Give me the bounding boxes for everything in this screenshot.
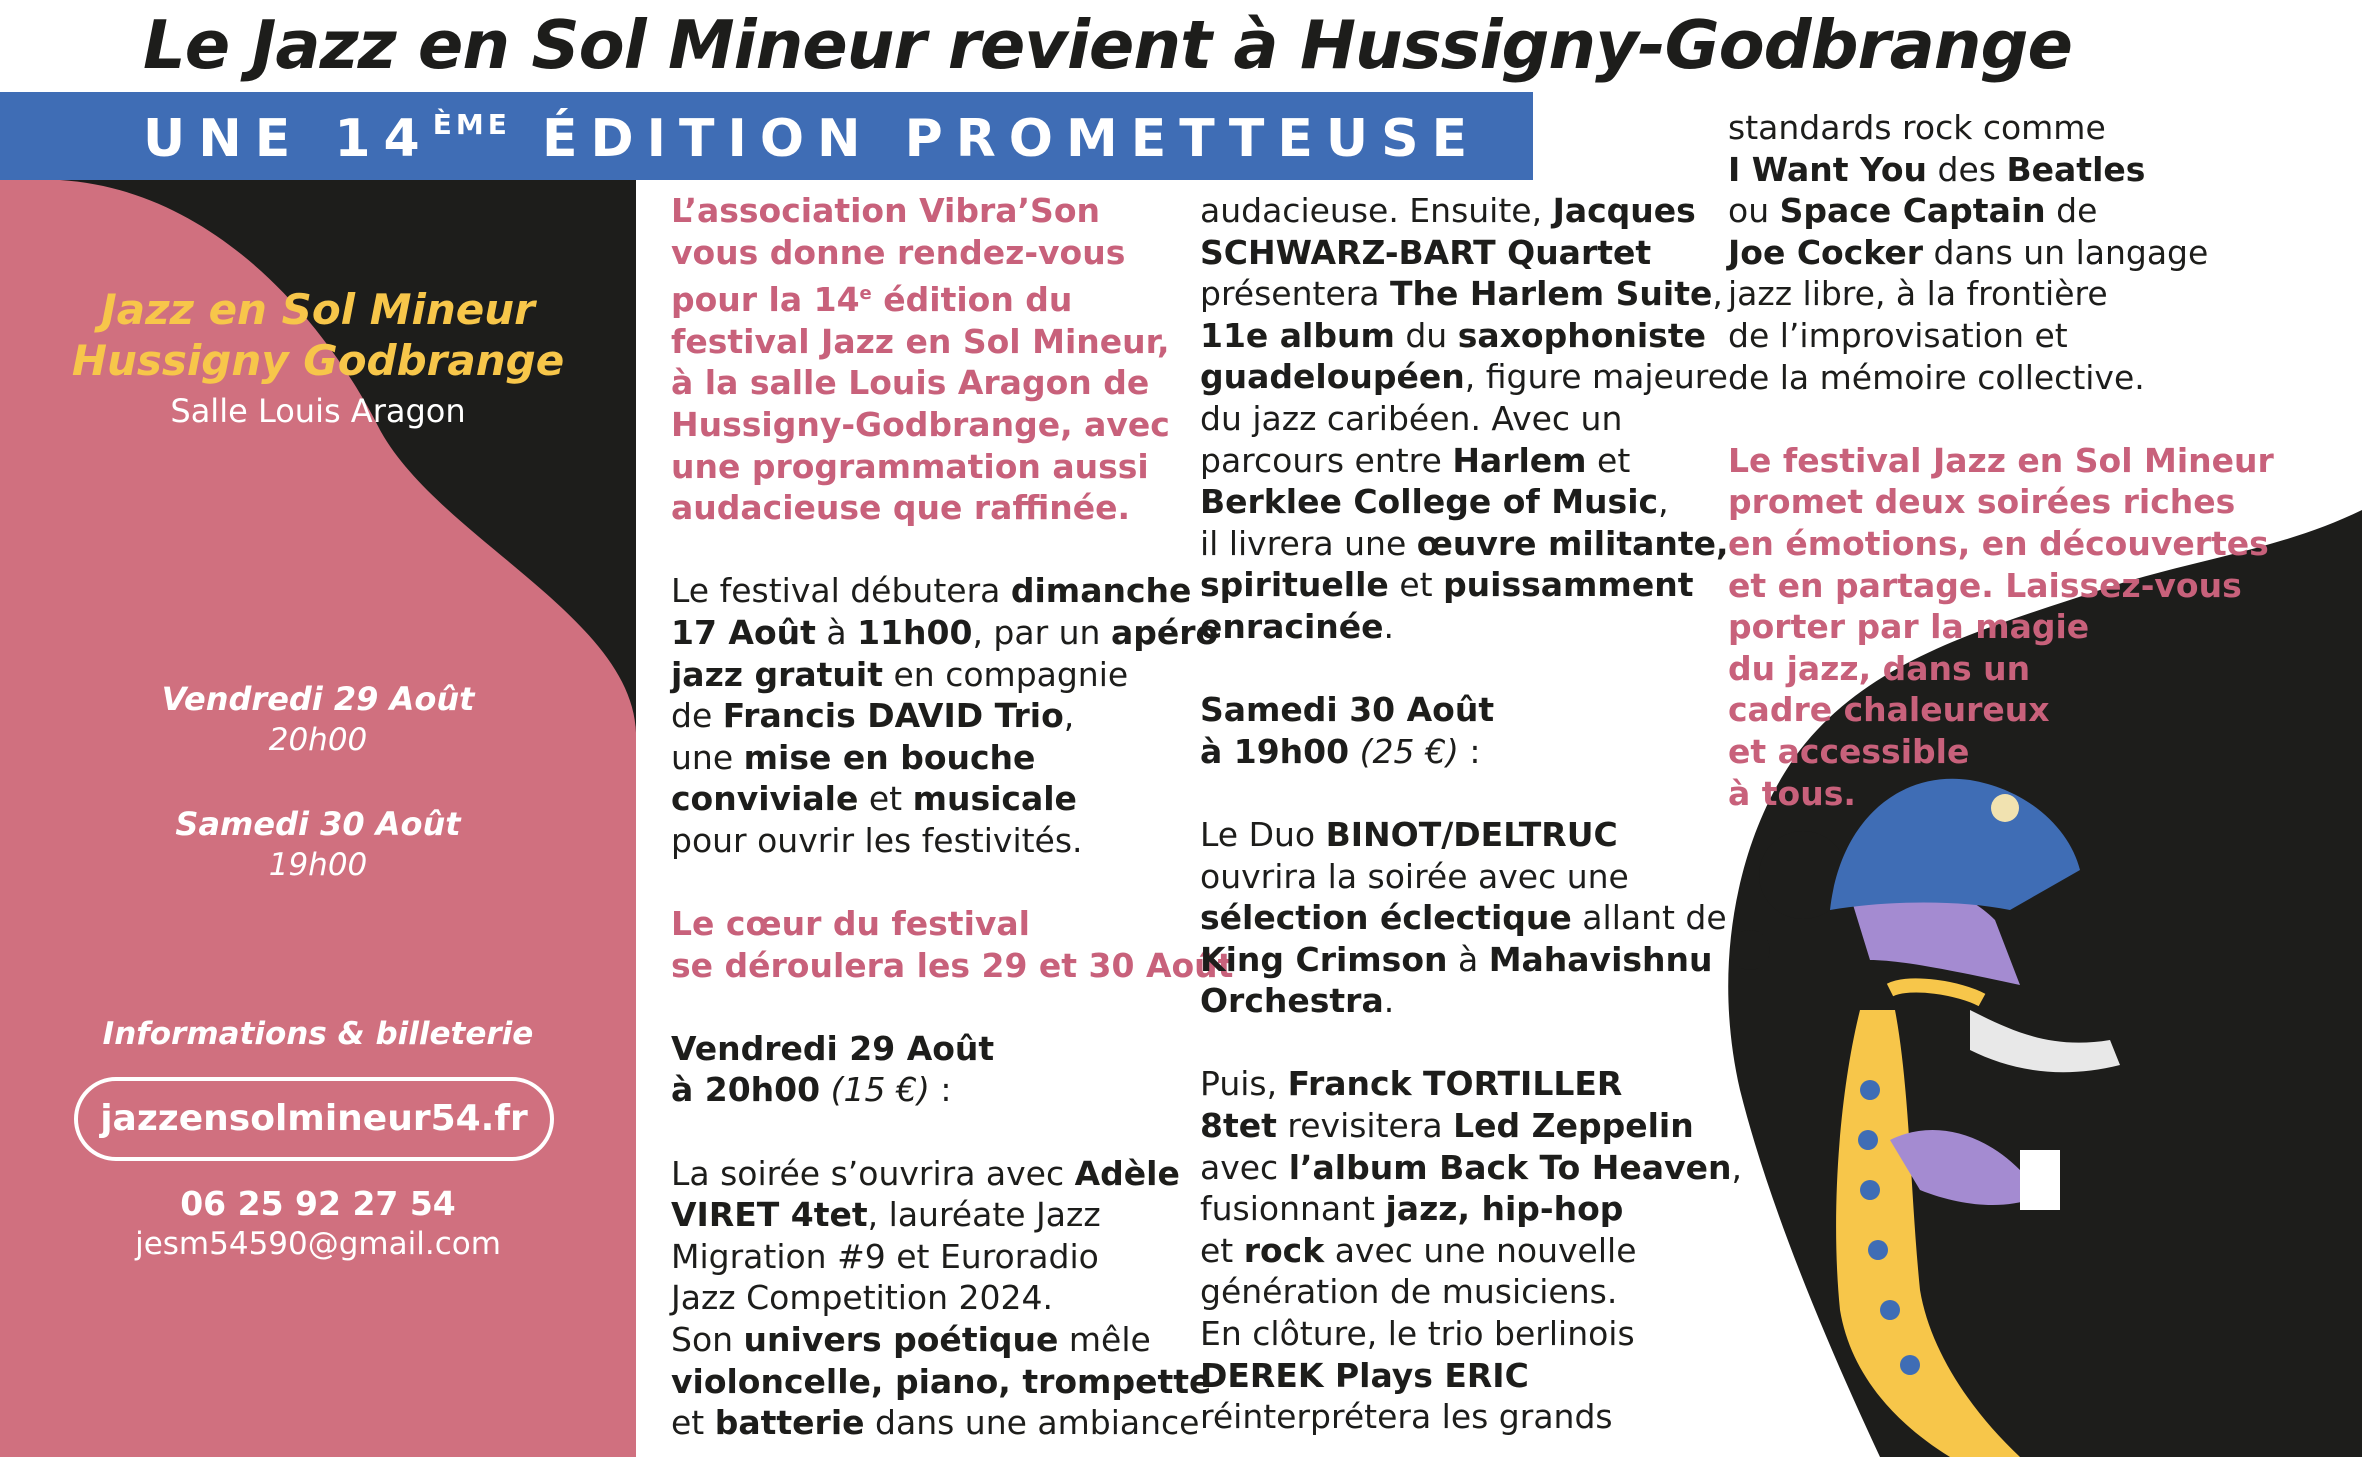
bubble-small (1730, 930, 1770, 970)
article-column-2 (1200, 190, 1742, 1438)
page-title: Le Jazz en Sol Mineur revient à Hussigny-Godbrange (143, 6, 2072, 84)
date-friday: Vendredi 29 Août (161, 680, 475, 718)
intro-paragraph: L’association Vibra’Son vous donne rendez-vous pour la 14e édition du festival Jazz en Sol Mineur, à la salle Louis Aragon de Hussigny-Godbrange, avec une programmation aussi audacieuse que raffinée. (671, 191, 1170, 528)
closing-paragraph: Le festival Jazz en Sol Mineur promet deux soirées riches en émotions, en découvertes et en partage. Laissez-vous porter par la magie du jazz, dans un cadre chaleureux et accessible à tous. (1728, 440, 2274, 813)
festival-heart-heading: Le cœur du festival se déroulera les 29 et 30 Août (671, 904, 1234, 985)
article-column-3 (1728, 107, 2274, 814)
info-label: Informations & billeterie (102, 1016, 534, 1052)
banner-text: UNE 14ÈME ÉDITION PROMETTEUSE (143, 108, 1481, 169)
article-column-1 (671, 190, 1233, 1444)
info-sidebar (0, 180, 636, 1457)
phone-number[interactable]: 06 25 92 27 54 (180, 1184, 456, 1223)
opening-paragraph: Le festival débutera dimanche 17 Août à 11h00, par un apéro jazz gratuit en compagnie de Francis DAVID Trio, une mise en bouche conviviale et musicale pour ouvrir les festivités. (671, 571, 1219, 860)
venue-name: Salle Louis Aragon (170, 392, 466, 430)
time-friday: 20h00 (268, 722, 368, 758)
festival-name: Jazz en Sol Mineur Hussigny Godbrange (71, 285, 565, 385)
time-saturday: 19h00 (268, 847, 368, 883)
website-link[interactable]: jazzensolmineur54.fr (74, 1077, 554, 1161)
standards-paragraph: standards rock comme I Want You des Beatles ou Space Captain de Joe Cocker dans un langage jazz libre, à la frontière de l’improvisation et de la mémoire collective. (1728, 108, 2209, 397)
friday-heading: Vendredi 29 Août à 20h00 (15 €) : (671, 1028, 995, 1110)
edition-banner (0, 92, 1533, 180)
saturday-heading: Samedi 30 Août à 19h00 (25 €) : (1200, 690, 1495, 771)
duo-paragraph: Le Duo BINOT/DELTRUC ouvrira la soirée avec une sélection éclectique allant de King Crimson à Mahavishnu Orchestra. (1200, 814, 1727, 1021)
email-address[interactable]: jesm54590@gmail.com (135, 1226, 501, 1262)
quartet-paragraph: audacieuse. Ensuite, Jacques SCHWARZ-BART Quartet présentera The Harlem Suite, 11e album du saxophoniste guadeloupéen, figure majeure du jazz caribéen. Avec un parcours entre Harlem et Berklee College of Music, il livrera une œuvre militante, spirituelle et puissamment enracinée. (1200, 191, 1729, 646)
tortiller-paragraph: Puis, Franck TORTILLER 8tet revisitera Led Zeppelin avec l’album Back To Heaven, fusionnant jazz, hip-hop et rock avec une nouvelle génération de musiciens. En clôture, le trio berlinois DEREK Plays ERIC réinterprétera les grands (1200, 1064, 1742, 1437)
date-saturday: Samedi 30 Août (175, 805, 461, 843)
friday-paragraph: La soirée s’ouvrira avec Adèle VIRET 4tet, lauréate Jazz Migration #9 et Euroradio Jazz Competition 2024. Son univers poétique mêle violoncelle, piano, trompette et batterie dans une ambiance (671, 1153, 1212, 1443)
